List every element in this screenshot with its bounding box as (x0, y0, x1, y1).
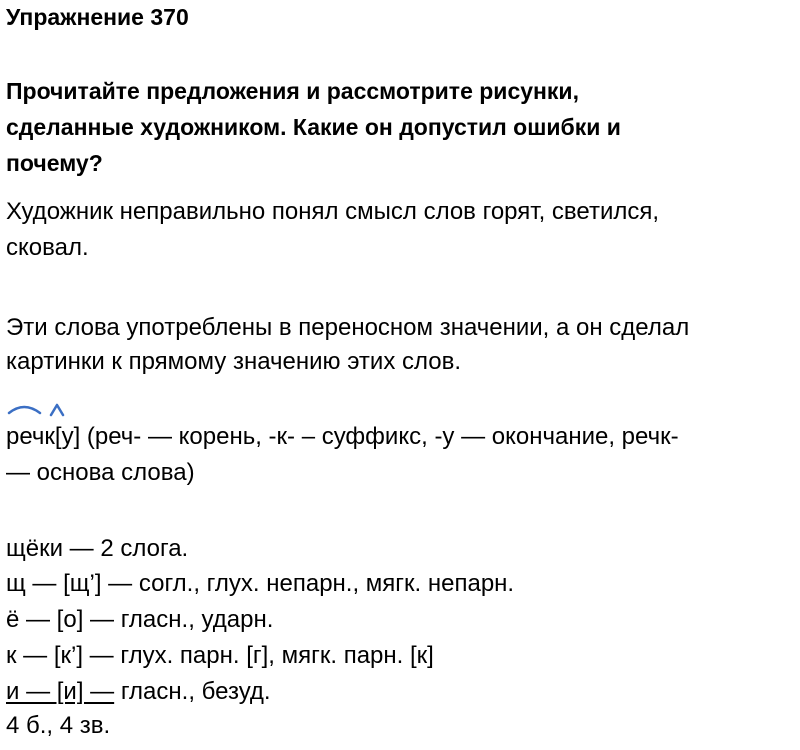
phonetic-line-4-rest: гласн., безуд. (114, 678, 271, 705)
phonetic-title: щёки — 2 слога. (6, 535, 189, 562)
exercise-heading: Упражнение 370 (6, 4, 189, 30)
morpheme-marks-icon (6, 400, 86, 424)
task-line-2: сделанные художником. Какие он допустил ошибки и (6, 114, 621, 140)
answer-para1-line1: Художник неправильно понял смысл слов горят, светился, (6, 198, 660, 225)
phonetic-line-2: ё — [о] — гласн., ударн. (6, 606, 274, 633)
task-line-3: почему? (6, 150, 103, 176)
morph-line-1: речк[у] (реч- — корень, -к- – суффикс, -у — окончание, речк- (6, 423, 679, 450)
answer-para1-line2: сковал. (6, 234, 89, 261)
task-line-1: Прочитайте предложения и рассмотрите рисунки, (6, 78, 579, 104)
answer-para2-line1: Эти слова употреблены в переносном значении, а он сделал (6, 314, 690, 341)
morph-line-2: — основа слова) (6, 459, 195, 486)
phonetic-line-1: щ — [щ’] — согл., глух. непарн., мягк. непарн. (6, 570, 515, 597)
answer-para2-line2: картинки к прямому значению этих слов. (6, 348, 462, 375)
phonetic-line-4 (6, 680, 271, 704)
phonetic-line-4-underlined: и — [и] — (6, 678, 115, 705)
phonetic-summary: 4 б., 4 зв. (6, 712, 111, 739)
phonetic-line-3: к — [к’] — глух. парн. [г], мягк. парн. [к] (6, 642, 434, 669)
